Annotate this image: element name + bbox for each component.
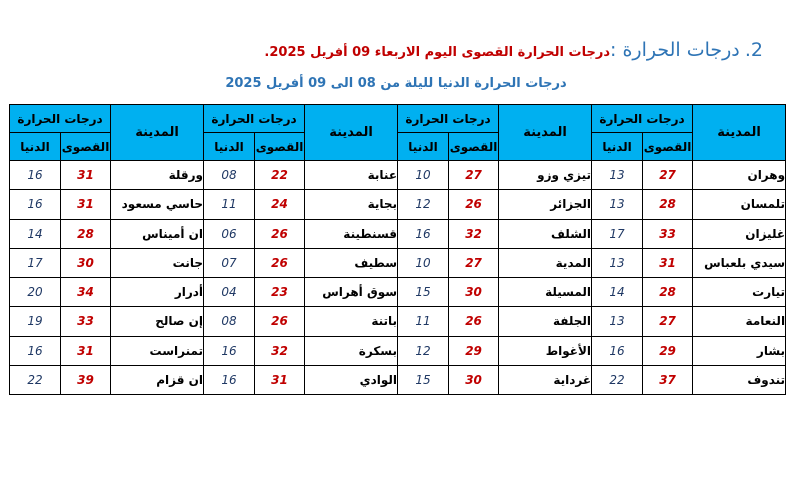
city-name: النعامة — [693, 307, 786, 336]
max-temp: 31 — [61, 190, 111, 219]
max-temp: 28 — [643, 190, 693, 219]
city-name: المسيلة — [499, 278, 592, 307]
min-temp: 16 — [10, 161, 61, 190]
max-temp: 27 — [643, 307, 693, 336]
min-header: الدنيا — [10, 133, 61, 161]
city-name: باتنة — [305, 307, 398, 336]
min-temp: 16 — [10, 336, 61, 365]
table-row — [10, 278, 786, 307]
city-name: بجاية — [305, 190, 398, 219]
city-name: سطيف — [305, 248, 398, 277]
min-temp: 17 — [10, 248, 61, 277]
min-temp: 15 — [398, 365, 449, 394]
max-temp: 31 — [61, 161, 111, 190]
min-temp: 16 — [204, 336, 255, 365]
max-header: القصوى — [449, 133, 499, 161]
max-temp: 31 — [643, 248, 693, 277]
city-name: سيدي بلعباس — [693, 248, 786, 277]
min-temp: 16 — [10, 190, 61, 219]
max-temp: 37 — [643, 365, 693, 394]
max-header: القصوى — [255, 133, 305, 161]
city-name: الجزائر — [499, 190, 592, 219]
max-temp: 39 — [61, 365, 111, 394]
min-temp: 16 — [204, 365, 255, 394]
min-temp: 13 — [592, 307, 643, 336]
min-temp: 08 — [204, 161, 255, 190]
table-row — [10, 307, 786, 336]
city-header: المدينة — [111, 105, 204, 161]
min-temp: 07 — [204, 248, 255, 277]
max-temp: 29 — [449, 336, 499, 365]
min-temp: 13 — [592, 161, 643, 190]
min-temp: 22 — [592, 365, 643, 394]
city-name: وهران — [693, 161, 786, 190]
table-row — [10, 161, 786, 190]
min-temp: 12 — [398, 336, 449, 365]
table-subtitle: درجات الحرارة الدنيا لليلة من 08 الى 09 أفريل 2025 — [225, 76, 567, 91]
min-temp: 22 — [10, 365, 61, 394]
max-header: القصوى — [643, 133, 693, 161]
min-temp: 08 — [204, 307, 255, 336]
min-temp: 16 — [398, 219, 449, 248]
city-name: بسكرة — [305, 336, 398, 365]
section-subtitle: درجات الحرارة القصوى اليوم الاربعاء 09 أفريل 2025. — [264, 45, 610, 60]
max-temp: 28 — [61, 219, 111, 248]
city-name: عنابة — [305, 161, 398, 190]
max-temp: 32 — [449, 219, 499, 248]
city-name: غرداية — [499, 365, 592, 394]
max-temp: 26 — [449, 307, 499, 336]
max-temp: 27 — [449, 248, 499, 277]
temperature-group-header: درجات الحرارة — [592, 105, 693, 133]
max-temp: 26 — [255, 219, 305, 248]
max-temp: 26 — [255, 307, 305, 336]
city-name: جانت — [111, 248, 204, 277]
max-temp: 32 — [255, 336, 305, 365]
city-name: تيزي وزو — [499, 161, 592, 190]
max-temp: 26 — [449, 190, 499, 219]
city-name: غليزان — [693, 219, 786, 248]
max-temp: 27 — [449, 161, 499, 190]
min-temp: 14 — [592, 278, 643, 307]
city-header: المدينة — [499, 105, 592, 161]
min-temp: 10 — [398, 248, 449, 277]
city-name: تلمسان — [693, 190, 786, 219]
city-name: الأغواط — [499, 336, 592, 365]
min-header: الدنيا — [592, 133, 643, 161]
min-temp: 17 — [592, 219, 643, 248]
city-name: سوق أهراس — [305, 278, 398, 307]
max-header: القصوى — [61, 133, 111, 161]
city-name: بشار — [693, 336, 786, 365]
city-name: ان قزام — [111, 365, 204, 394]
max-temp: 27 — [643, 161, 693, 190]
city-name: الجلفة — [499, 307, 592, 336]
max-temp: 30 — [449, 278, 499, 307]
min-header: الدنيا — [204, 133, 255, 161]
min-temp: 20 — [10, 278, 61, 307]
min-temp: 14 — [10, 219, 61, 248]
min-temp: 19 — [10, 307, 61, 336]
max-temp: 22 — [255, 161, 305, 190]
table-row — [10, 248, 786, 277]
max-temp: 30 — [449, 365, 499, 394]
city-name: الوادي — [305, 365, 398, 394]
city-name: المدية — [499, 248, 592, 277]
min-temp: 10 — [398, 161, 449, 190]
max-temp: 30 — [61, 248, 111, 277]
city-header: المدينة — [305, 105, 398, 161]
min-temp: 12 — [398, 190, 449, 219]
max-temp: 31 — [61, 336, 111, 365]
city-name: تندوف — [693, 365, 786, 394]
min-temp: 11 — [398, 307, 449, 336]
section-title: درجات الحرارة : — [610, 39, 740, 61]
max-temp: 23 — [255, 278, 305, 307]
section-heading — [264, 39, 763, 64]
table-row — [10, 336, 786, 365]
min-temp: 15 — [398, 278, 449, 307]
min-temp: 16 — [592, 336, 643, 365]
city-name: تمنراست — [111, 336, 204, 365]
min-temp: 13 — [592, 190, 643, 219]
table-row — [10, 365, 786, 394]
city-name: أدرار — [111, 278, 204, 307]
min-temp: 04 — [204, 278, 255, 307]
max-temp: 26 — [255, 248, 305, 277]
max-temp: 33 — [643, 219, 693, 248]
min-temp: 11 — [204, 190, 255, 219]
max-temp: 34 — [61, 278, 111, 307]
max-temp: 33 — [61, 307, 111, 336]
min-temp: 06 — [204, 219, 255, 248]
max-temp: 31 — [255, 365, 305, 394]
city-name: قسنطينة — [305, 219, 398, 248]
max-temp: 24 — [255, 190, 305, 219]
city-name: إن صالح — [111, 307, 204, 336]
section-number: 2. — [744, 39, 763, 61]
table-row — [10, 190, 786, 219]
city-name: الشلف — [499, 219, 592, 248]
max-temp: 28 — [643, 278, 693, 307]
city-name: تيارت — [693, 278, 786, 307]
city-header: المدينة — [693, 105, 786, 161]
table-row — [10, 219, 786, 248]
city-name: ان أميناس — [111, 219, 204, 248]
min-header: الدنيا — [398, 133, 449, 161]
city-name: ورقلة — [111, 161, 204, 190]
temperature-table — [9, 104, 786, 395]
temperature-group-header: درجات الحرارة — [398, 105, 499, 133]
header-row-top — [10, 105, 786, 133]
min-temp: 13 — [592, 248, 643, 277]
temperature-group-header: درجات الحرارة — [10, 105, 111, 133]
city-name: حاسي مسعود — [111, 190, 204, 219]
max-temp: 29 — [643, 336, 693, 365]
temperature-group-header: درجات الحرارة — [204, 105, 305, 133]
